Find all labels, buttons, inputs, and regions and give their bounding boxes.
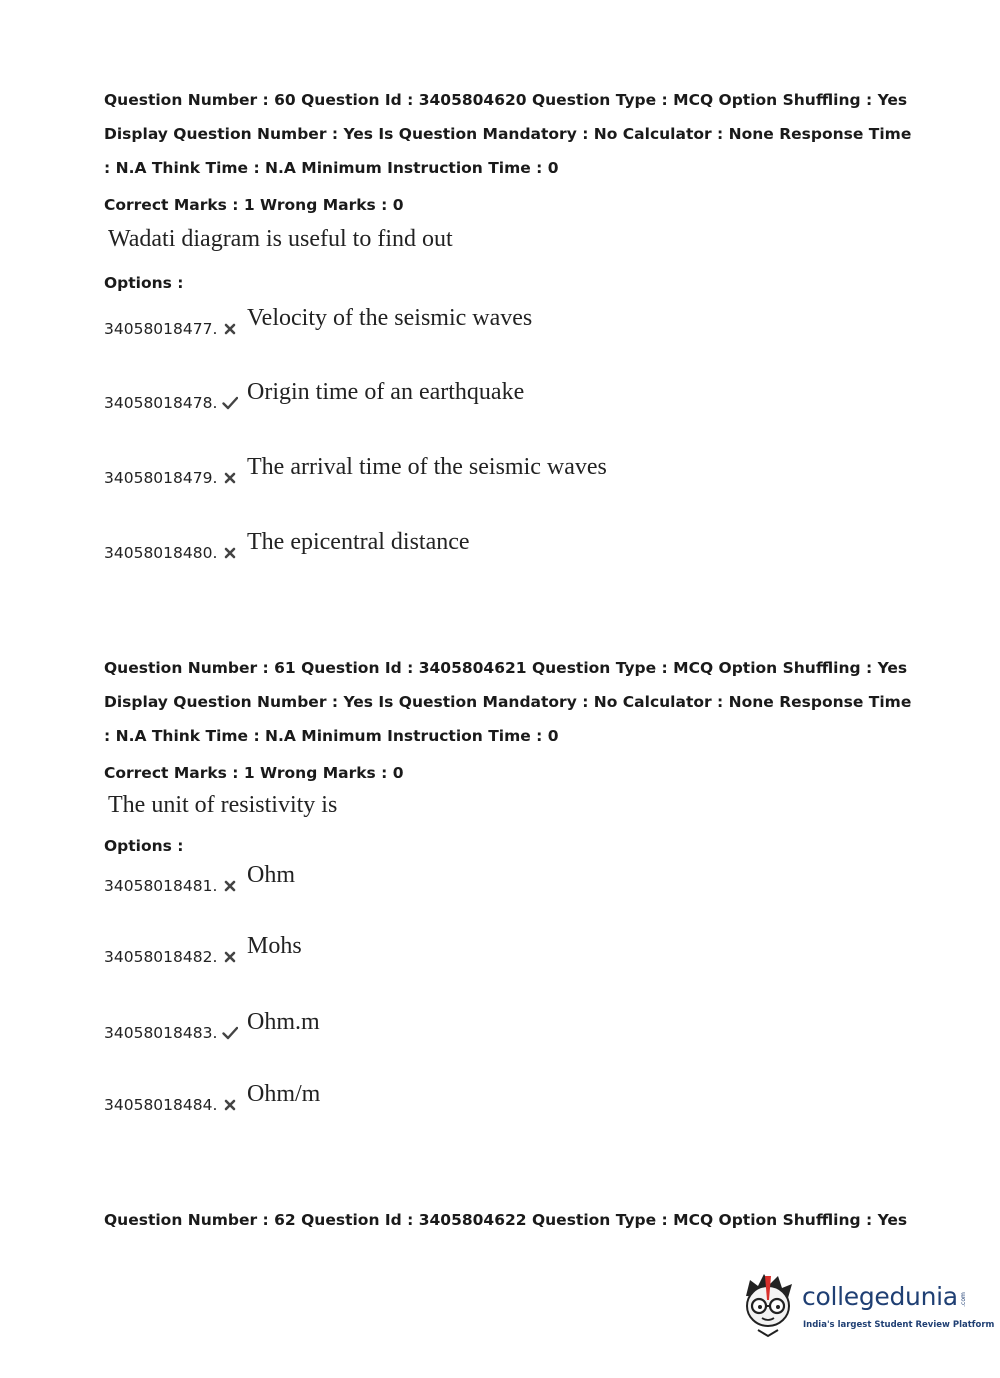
option-item <box>104 855 904 895</box>
option-id: 34058018478. <box>104 394 218 412</box>
collegedunia-logo[interactable] <box>738 1270 995 1340</box>
option-item <box>104 298 904 338</box>
question-60-options-label: Options : <box>104 274 184 292</box>
meta-line: : N.A Think Time : N.A Minimum Instruction Time : 0 <box>104 727 559 745</box>
meta-line: Question Number : 62 Question Id : 3405804622 Question Type : MCQ Option Shuffling : Yes <box>104 1211 908 1229</box>
option-id: 34058018482. <box>104 948 218 966</box>
check-icon <box>222 396 238 410</box>
option-text: Velocity of the seismic waves <box>247 305 533 331</box>
check-icon <box>222 1026 238 1040</box>
cross-icon <box>222 471 238 485</box>
cross-icon <box>222 322 238 336</box>
cross-icon <box>222 950 238 964</box>
cross-icon <box>222 546 238 560</box>
option-item <box>104 372 904 412</box>
option-text: Mohs <box>247 933 302 959</box>
option-id: 34058018484. <box>104 1096 218 1114</box>
option-item <box>104 447 904 487</box>
logo-name: collegedunia <box>802 1282 958 1311</box>
question-60-marks: Correct Marks : 1 Wrong Marks : 0 <box>104 196 404 214</box>
option-item <box>104 926 904 966</box>
option-item <box>104 1074 904 1114</box>
option-item <box>104 522 904 562</box>
option-text: The epicentral distance <box>247 529 470 555</box>
option-text: Origin time of an earthquake <box>247 379 525 405</box>
meta-line: Display Question Number : Yes Is Question Mandatory : No Calculator : None Response Time <box>104 125 912 143</box>
option-text: Ohm.m <box>247 1009 320 1035</box>
question-62-meta <box>104 1203 924 1237</box>
logo-tagline: India's largest Student Review Platform <box>803 1320 995 1330</box>
mascot-icon <box>738 1270 800 1340</box>
option-text: The arrival time of the seismic waves <box>247 454 607 480</box>
option-id: 34058018483. <box>104 1024 218 1042</box>
question-61-meta <box>104 651 924 753</box>
question-61-text: The unit of resistivity is <box>108 792 338 818</box>
meta-line: : N.A Think Time : N.A Minimum Instruction Time : 0 <box>104 159 559 177</box>
option-text: Ohm <box>247 862 295 888</box>
meta-line: Question Number : 61 Question Id : 3405804621 Question Type : MCQ Option Shuffling : Yes <box>104 659 908 677</box>
option-id: 34058018480. <box>104 544 218 562</box>
option-id: 34058018477. <box>104 320 218 338</box>
option-id: 34058018481. <box>104 877 218 895</box>
question-60-text: Wadati diagram is useful to find out <box>108 226 453 252</box>
question-61-marks: Correct Marks : 1 Wrong Marks : 0 <box>104 764 404 782</box>
option-id: 34058018479. <box>104 469 218 487</box>
option-text: Ohm/m <box>247 1081 321 1107</box>
logo-suffix: .com <box>959 1292 967 1307</box>
meta-line: Question Number : 60 Question Id : 3405804620 Question Type : MCQ Option Shuffling : Yes <box>104 91 908 109</box>
cross-icon <box>222 879 238 893</box>
question-60-meta <box>104 83 924 185</box>
option-item <box>104 1002 904 1042</box>
meta-line: Display Question Number : Yes Is Question Mandatory : No Calculator : None Response Time <box>104 693 912 711</box>
question-61-options-label: Options : <box>104 837 184 855</box>
cross-icon <box>222 1098 238 1112</box>
